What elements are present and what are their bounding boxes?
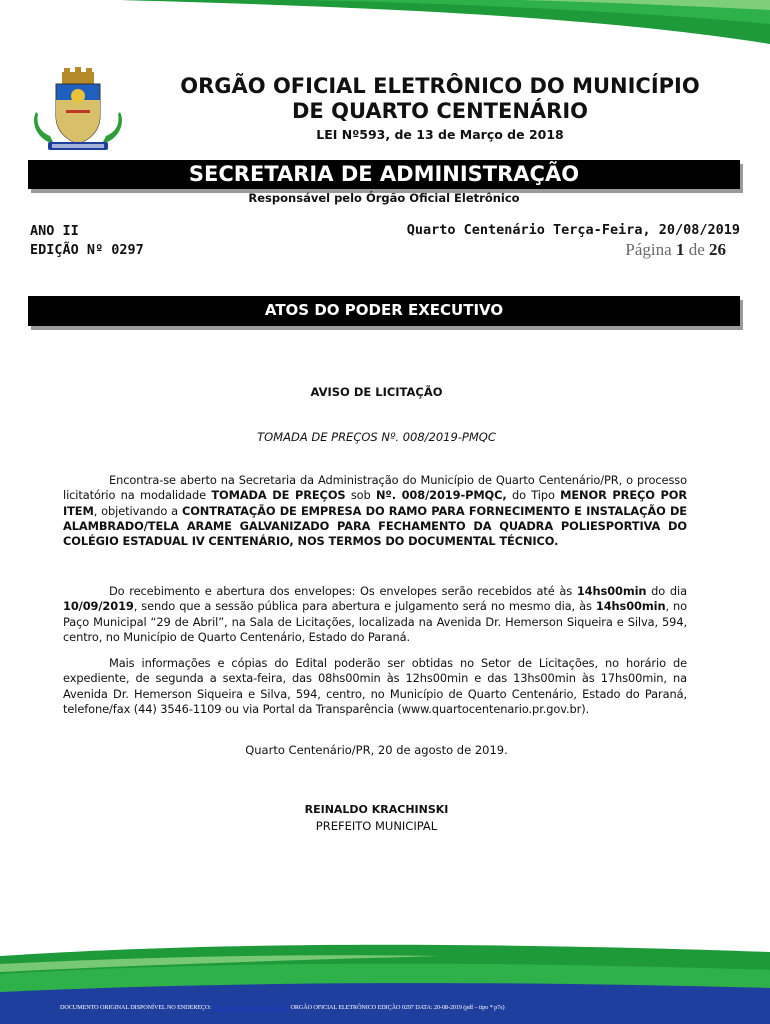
top-decorative-band <box>0 0 770 64</box>
text-run: Mais informações e cópias do Edital poderão ser obtidas no Setor de Licitações, no horário de expediente, de segunda a sexta-feira, das 08hs00min às 12hs00min e das 13hs00min às 17hs00min, na Avenida Dr. Hemerson Siqueira e Silva, 594, centro, no Município de Quarto Centenário, Estado do Paraná, telefone/fax (44) 3546-1109 ou via Portal da Transparência (www.quartocentenario.pr.gov.br). <box>63 656 687 716</box>
gazette-title-line1: ORGÃO OFICIAL ELETRÔNICO DO MUNICÍPIO <box>180 74 700 98</box>
footer-note <box>60 1004 740 1011</box>
notice-paragraph-2 <box>63 584 687 645</box>
place-and-date: Quarto Centenário/PR, 20 de agosto de 2019. <box>245 743 508 757</box>
secretaria-title: SECRETARIA DE ADMINISTRAÇÃO <box>188 162 580 186</box>
law-reference: LEI Nº593, de 13 de Março de 2018 <box>316 127 564 142</box>
gazette-title-line2: DE QUARTO CENTENÁRIO <box>292 99 588 123</box>
page-current: 1 <box>675 240 685 259</box>
bold-text-run: CONTRATAÇÃO DE EMPRESA DO RAMO PARA FORNECIMENTO E INSTALAÇÃO DE ALAMBRADO/TELA ARAME GALVANIZADO PARA FECHAMENTO DA QUADRA POLIESPORTIVA DO COLÉGIO ESTADUAL IV CENTENÁRIO, NOS TERMOS DO DOCUMENTAL TÉCNICO. <box>63 503 687 549</box>
bold-text-run: Nº. 008/2019-PMQC, <box>375 488 507 503</box>
section-banner <box>28 296 740 326</box>
footer-suffix: ORGÃO OFICIAL ELETRÔNICO EDIÇÃO 0297 DATA: 20-08-2019 (pdf – tipo * p7s) <box>290 1004 505 1011</box>
bold-text-run: MENOR PREÇO POR ITEM <box>63 488 687 518</box>
bold-text-run: 10/09/2019 <box>63 599 134 614</box>
bold-text-run: TOMADA DE PREÇOS <box>211 488 346 503</box>
bold-text-run: 14hs00min <box>595 599 666 614</box>
notice-paragraph-1 <box>63 473 687 549</box>
footer-prefix: DOCUMENTO ORIGINAL DISPONÍVEL NO ENDEREÇO: <box>60 1004 211 1011</box>
page-indicator <box>625 240 726 260</box>
edition-info <box>30 222 144 260</box>
page-total: 26 <box>709 240 726 259</box>
page-separator: de <box>688 240 705 259</box>
bold-text-run: 14hs00min <box>576 584 647 598</box>
text-run: Do recebimento e abertura dos envelopes: Os envelopes serão recebidos até às <box>109 584 577 598</box>
text-run: , sendo que a sessão pública para abertura e julgamento será no mesmo dia, às <box>133 599 596 614</box>
notice-title: AVISO DE LICITAÇÃO <box>310 385 443 399</box>
municipal-coat-of-arms-icon <box>28 66 128 152</box>
text-run: do dia <box>646 584 687 598</box>
gazette-title <box>140 74 740 124</box>
text-run: , objetivando a <box>93 503 182 518</box>
secretaria-banner <box>28 160 740 189</box>
edition-date: Quarto Centenário Terça-Feira, 20/08/2019 <box>406 222 740 238</box>
section-title: ATOS DO PODER EXECUTIVO <box>264 301 504 319</box>
edition-year: ANO II <box>30 223 79 239</box>
notice-paragraph-3 <box>63 656 687 717</box>
footer-link[interactable]: www.quartocentenario.pr.gov.br <box>212 1004 289 1011</box>
page-prefix: Página <box>625 240 672 259</box>
edition-number: EDIÇÃO Nº 0297 <box>30 242 144 258</box>
signer-name: REINALDO KRACHINSKI <box>304 803 449 816</box>
text-run: do Tipo <box>506 488 561 503</box>
tender-reference: TOMADA DE PREÇOS Nº. 008/2019-PMQC <box>257 430 496 444</box>
text-run: , no Paço Municipal “29 de Abril”, na Sala de Licitações, localizada na Avenida Dr. Hemerson Siqueira e Silva, 594, centro, no Município de Quarto Centenário, Estado do Paraná. <box>63 599 687 644</box>
text-run: sob <box>345 488 376 503</box>
responsavel-subtitle: Responsável pelo Órgão Oficial Eletrônico <box>248 191 520 205</box>
text-run: Encontra-se aberto na Secretaria da Administração do Município de Quarto Centenário/PR, o processo licitatório na modalidade <box>63 473 687 503</box>
signer-role: PREFEITO MUNICIPAL <box>315 819 438 833</box>
